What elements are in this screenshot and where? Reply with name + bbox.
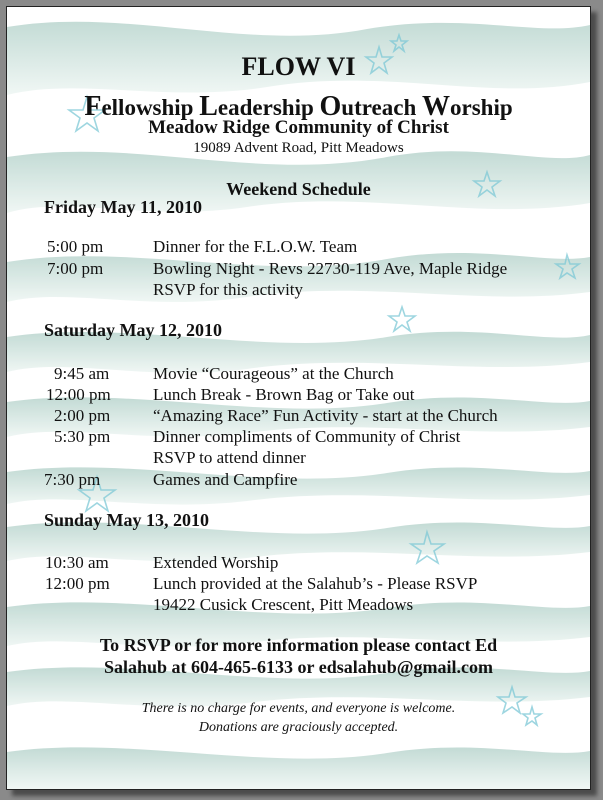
event-time: 7:30 pm <box>44 470 101 489</box>
acronym-word: Worship <box>422 91 513 122</box>
schedule-heading: Weekend Schedule <box>226 179 371 199</box>
star-icon <box>389 307 415 331</box>
event-time: 9:45 am <box>54 364 110 383</box>
event-time: 10:30 am <box>45 553 109 572</box>
event-time: 2:00 pm <box>54 406 111 425</box>
day-heading-sunday: Sunday May 13, 2010 <box>44 510 210 530</box>
event-time: 5:30 pm <box>54 427 111 446</box>
event-description: Games and Campfire <box>153 470 298 489</box>
event-time: 12:00 pm <box>45 574 110 593</box>
contact-info <box>7 634 590 678</box>
event-description: Extended Worship <box>153 553 279 572</box>
event-description: “Amazing Race” Fun Activity - start at the Church <box>153 406 498 425</box>
event-description: Dinner compliments of Community of Christ <box>153 427 461 446</box>
event-time: 12:00 pm <box>46 385 111 404</box>
event-note: RSVP to attend dinner <box>153 448 306 467</box>
contact-line: To RSVP or for more information please contact Ed <box>99 635 498 655</box>
event-address: 19422 Cusick Crescent, Pitt Meadows <box>153 595 414 614</box>
footer-note <box>7 699 590 737</box>
event-description: Lunch provided at the Salahub’s - Please RSVP <box>153 574 478 593</box>
acronym-word: Leadership <box>199 91 314 122</box>
contact-line: Salahub at 604-465-6133 or edsalahub@gmail.com <box>104 657 493 677</box>
day-heading-friday: Friday May 11, 2010 <box>44 197 202 217</box>
event-description: Dinner for the F.L.O.W. Team <box>153 237 358 256</box>
event-note: RSVP for this activity <box>153 280 304 299</box>
acronym-word: Fellowship <box>84 91 194 122</box>
event-description: Movie “Courageous” at the Church <box>153 364 394 383</box>
acronym-word: Outreach <box>319 91 417 122</box>
event-description: Bowling Night - Revs 22730-119 Ave, Maple Ridge <box>153 259 508 278</box>
event-title: FLOW VI <box>241 52 356 81</box>
church-address: 19089 Advent Road, Pitt Meadows <box>193 140 404 156</box>
event-time: 7:00 pm <box>47 259 104 278</box>
church-name: Meadow Ridge Community of Christ <box>148 117 449 138</box>
event-time: 5:00 pm <box>47 237 104 256</box>
day-heading-saturday: Saturday May 12, 2010 <box>44 320 223 340</box>
note-line: There is no charge for events, and everyone is welcome. <box>141 701 456 716</box>
event-description: Lunch Break - Brown Bag or Take out <box>153 385 415 404</box>
flyer-page <box>6 6 591 790</box>
note-line: Donations are graciously accepted. <box>198 720 399 735</box>
